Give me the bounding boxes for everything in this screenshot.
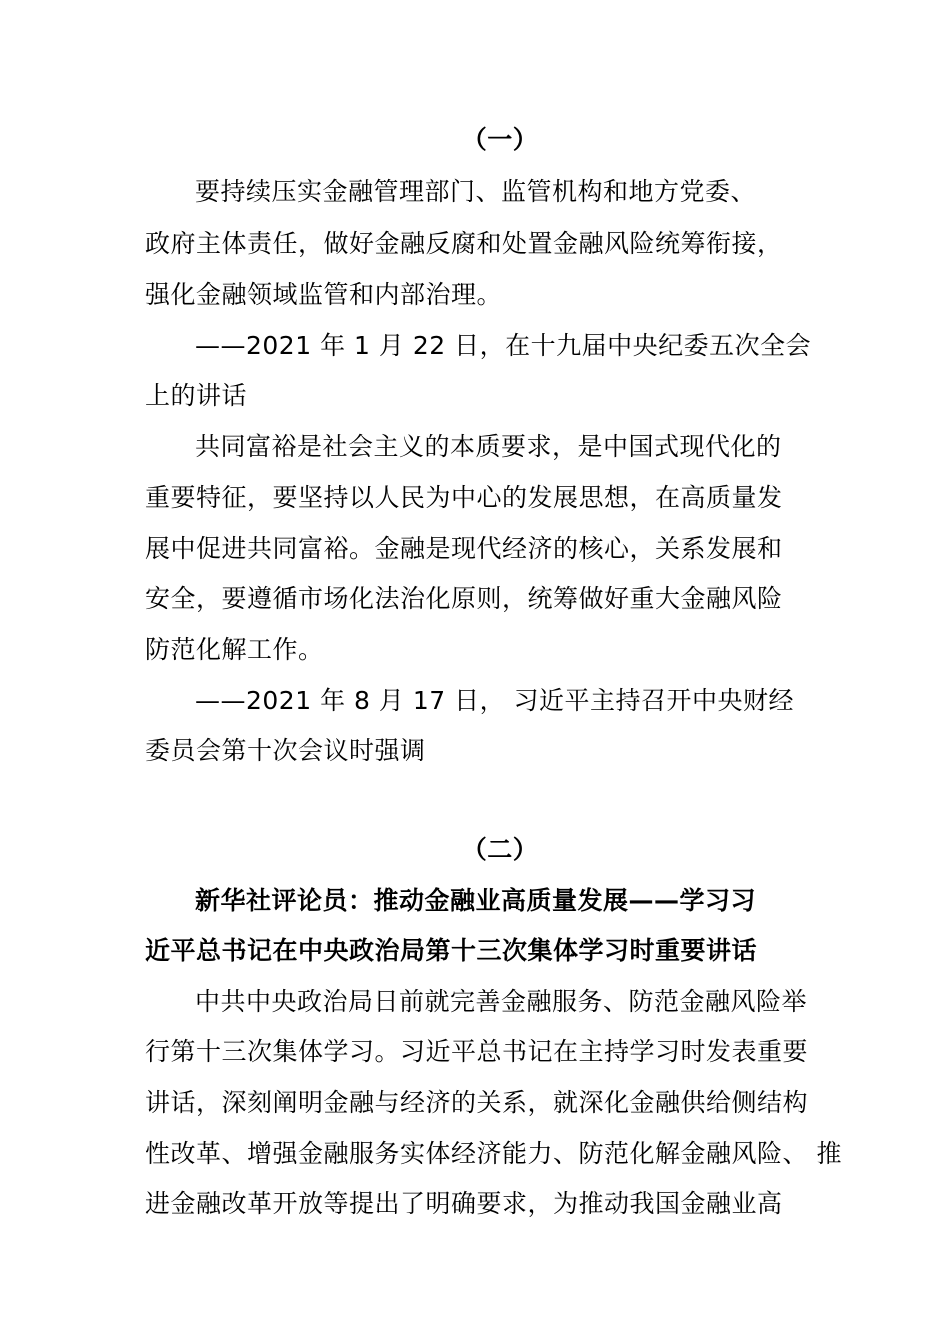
source-line: 上的讲话 [145,381,248,410]
paragraph-line: 共同富裕是社会主义的本质要求，是中国式现代化的 [195,432,782,461]
paragraph-line: 防范化解工作。 [145,635,324,664]
paragraph-line: 展中促进共同富裕。金融是现代经济的核心，关系发展和 [145,534,783,563]
section-1-heading: （一） [461,125,539,154]
paragraph-line: 性改革、增强金融服务实体经济能力、防范化解金融风险、 推 [145,1139,842,1168]
paragraph-line: 强化金融领域监管和内部治理。 [145,280,503,309]
paragraph-line: 讲话，深刻阐明金融与经济的关系，就深化金融供给侧结构 [145,1088,809,1117]
paragraph-line: 中共中央政治局日前就完善金融服务、防范金融风险举 [195,987,808,1016]
paragraph-line: 进金融改革开放等提出了明确要求，为推动我国金融业高 [145,1189,783,1218]
section-2-heading: （二） [461,835,539,864]
source-line: ——2021 年 8 月 17 日， 习近平主持召开中央财经 [195,686,795,715]
title-line: 新华社评论员：推动金融业高质量发展——学习习 [195,886,757,915]
source-line: ——2021 年 1 月 22 日，在十九届中央纪委五次全会 [195,331,812,360]
title-line: 近平总书记在中央政治局第十三次集体学习时重要讲话 [145,936,758,965]
source-line: 委员会第十次会议时强调 [145,736,426,765]
paragraph-line: 政府主体责任，做好金融反腐和处置金融风险统筹衔接， [145,229,783,258]
paragraph-line: 重要特征，要坚持以人民为中心的发展思想，在高质量发 [145,483,783,512]
paragraph-line: 行第十三次集体学习。习近平总书记在主持学习时发表重要 [145,1037,809,1066]
paragraph-line: 安全，要遵循市场化法治化原则，统筹做好重大金融风险 [145,584,783,613]
paragraph-line: 要持续压实金融管理部门、监管机构和地方党委、 [195,177,757,206]
